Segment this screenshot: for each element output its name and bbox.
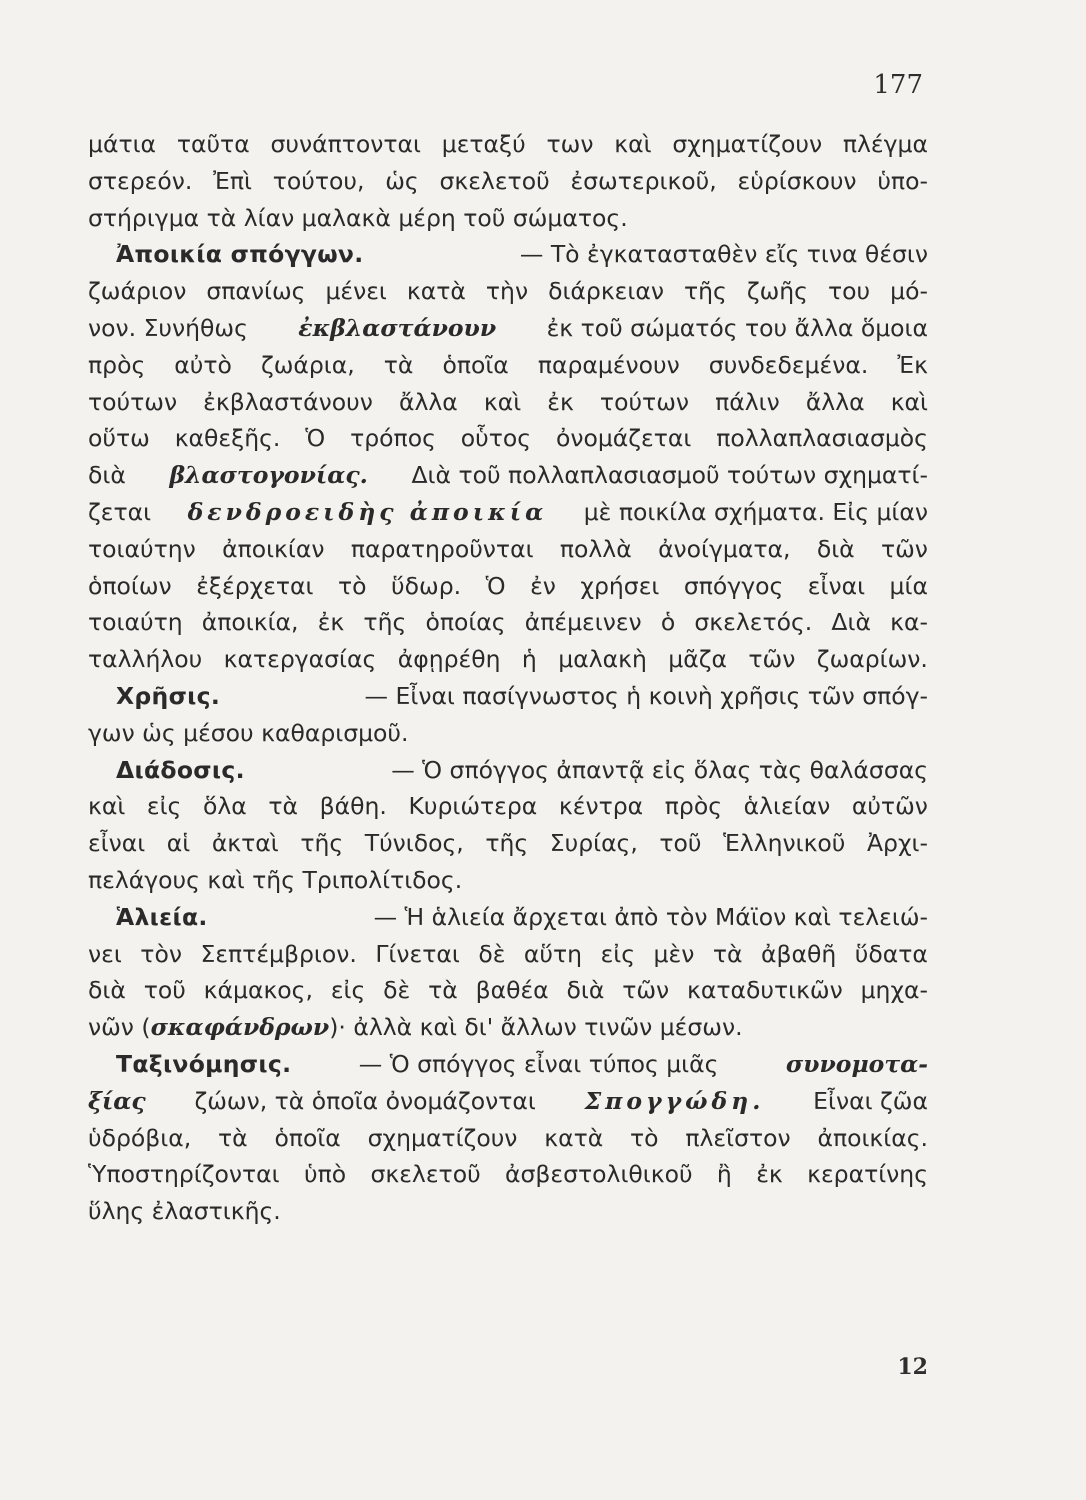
word: ἢ — [716, 1160, 732, 1189]
word: καὶ — [483, 387, 522, 416]
text-segment: πελάγους καὶ τῆς Τριπολίτιδος. — [88, 865, 463, 894]
word: πρὸς — [664, 792, 722, 821]
word: ἀποικία, — [201, 608, 299, 637]
word: καθεξῆς. — [174, 424, 281, 453]
word: τὸ — [338, 571, 367, 600]
text-line — [88, 568, 928, 605]
word: ἐκβλαστάνουν — [203, 387, 373, 416]
word: ἐκ — [317, 608, 345, 637]
text-line — [88, 972, 928, 1009]
section-heading: Διάδοσις. — [116, 755, 245, 784]
emphasized-term: συνομοτα- — [785, 1049, 928, 1078]
word: ἐκ — [547, 387, 574, 416]
word: ζωάριον — [88, 277, 187, 306]
section-heading: Ἁλιεία. — [116, 902, 208, 931]
word: μᾶζα — [668, 645, 727, 674]
word: ὀνομάζεται — [555, 424, 692, 453]
word: ἀνοίγματα, — [658, 534, 791, 563]
word: Γίνεται — [375, 939, 460, 968]
text-line — [88, 163, 928, 200]
word: Ἑλληνικοῦ — [723, 829, 846, 858]
word: ὁποῖα — [274, 1123, 341, 1152]
word: τὸν — [140, 939, 182, 968]
word: δὲ — [383, 976, 411, 1005]
word: μαλακὴ — [558, 645, 647, 674]
text-line — [88, 715, 928, 752]
word: νει — [88, 939, 122, 968]
text-line — [88, 420, 928, 457]
word: τῆς — [485, 829, 529, 858]
word: ὁ — [660, 608, 676, 637]
text-line — [88, 384, 928, 421]
word: ὁποίων — [88, 571, 172, 600]
word: σκελετοῦ — [370, 1160, 481, 1189]
emphasized-term: Σπογγώδη. — [584, 1086, 765, 1115]
word: ἀκταὶ — [211, 829, 279, 858]
word: του — [828, 277, 871, 306]
word: κα- — [890, 608, 928, 637]
section-heading: Χρῆσις. — [116, 681, 221, 710]
section-heading: Ἀποικία σπόγγων. — [116, 240, 364, 269]
word: ὁποῖα — [442, 350, 509, 379]
word: σχηματίζουν — [367, 1123, 518, 1152]
text-segment: νον. Συνήθως — [88, 313, 256, 342]
word: οὗτος — [460, 424, 532, 453]
word: Συρίας, — [549, 829, 638, 858]
word: πλεῖστον — [685, 1123, 791, 1152]
word: πολλαπλασιασμὸς — [716, 424, 928, 453]
word: καὶ — [890, 387, 928, 416]
word: ἐν — [530, 571, 556, 600]
word: ὕδωρ. — [391, 571, 462, 600]
word: ἁλιείαν — [743, 792, 831, 821]
word: αὐτῶν — [851, 792, 928, 821]
word: αὐτὸ — [174, 350, 232, 379]
word: Κυριώτερα — [408, 792, 538, 821]
text-segment: ζεται — [88, 497, 159, 526]
word: εὑρίσκουν — [737, 166, 857, 195]
text-line — [88, 604, 928, 641]
word: Σεπτέμβριον. — [200, 939, 357, 968]
word: τοῦ — [659, 829, 702, 858]
word: σκελετοῦ — [439, 166, 550, 195]
word: Ἐπὶ — [213, 166, 252, 195]
word: Ἀρχι- — [866, 829, 928, 858]
word: ἄλλα — [805, 387, 865, 416]
text-segment: Εἶναι ζῶα — [805, 1086, 928, 1115]
word: πάλιν — [715, 387, 780, 416]
text-line — [88, 126, 928, 163]
word: ἀποικίαν — [222, 534, 325, 563]
text-segment: — Ἡ ἁλιεία ἄρχεται ἀπὸ τὸν Μάϊον καὶ τελειώ- — [366, 902, 928, 931]
text-line — [88, 1046, 928, 1083]
text-segment: — Εἶναι πασίγνωστος ἡ κοινὴ χρῆσις τῶν σπόγ- — [357, 681, 928, 710]
word: μηχα- — [860, 976, 928, 1005]
emphasized-term: ἐκβλαστάνουν — [298, 313, 497, 342]
word: Διὰ — [831, 608, 871, 637]
word: διὰ — [88, 976, 126, 1005]
word: μένει — [325, 277, 387, 306]
word: κάμακος, — [203, 976, 313, 1005]
text-line — [88, 200, 928, 237]
word: ἐξέρχεται — [196, 571, 314, 600]
text-line — [88, 678, 928, 715]
word: τὰ — [218, 1123, 248, 1152]
word: ζωάρια, — [260, 350, 355, 379]
text-line — [88, 936, 928, 973]
text-line — [88, 752, 928, 789]
text-line — [88, 825, 928, 862]
word: κερατίνης — [807, 1160, 928, 1189]
word: ὡς — [385, 166, 419, 195]
word: τὰ — [268, 792, 298, 821]
section-heading: Ταξινόμησις. — [116, 1049, 292, 1078]
word: διάρκειαν — [548, 277, 664, 306]
text-segment: διὰ — [88, 461, 134, 490]
word: σπανίως — [206, 277, 306, 306]
word: Ὁ — [485, 571, 506, 600]
word: ἀπέμεινεν — [524, 608, 642, 637]
text-segment: στήριγμα τὰ λίαν μαλακὰ μέρη τοῦ σώματος. — [88, 203, 628, 232]
word: μάτια — [88, 130, 157, 158]
word: μία — [889, 571, 928, 600]
word: πλέγμα — [842, 130, 928, 158]
word: πολλὰ — [559, 534, 632, 563]
text-line — [88, 788, 928, 825]
word: τοῦ — [143, 976, 186, 1005]
word: τὸ — [630, 1123, 659, 1152]
text-line — [88, 1193, 928, 1230]
sheet-number: 12 — [897, 1354, 928, 1380]
text-segment: γων ὡς μέσου καθαρισμοῦ. — [88, 718, 409, 747]
word: ζωῆς — [746, 277, 808, 306]
emphasized-term: ξίας — [88, 1086, 146, 1115]
word: εἰς — [600, 939, 636, 968]
text-line — [88, 1009, 928, 1046]
text-segment: νῶν ( — [88, 1013, 151, 1042]
word: συνδεδεμένα. — [708, 350, 869, 379]
word: σκελετός. — [694, 608, 813, 637]
text-line — [88, 494, 928, 531]
text-segment: — Τὸ ἐγκατασταθὲν εἴς τινα θέσιν — [512, 240, 928, 269]
text-line — [88, 899, 928, 936]
text-segment: ἐκ τοῦ σώματός του ἄλλα ὅμοια — [539, 313, 928, 342]
word: τὰ — [428, 976, 458, 1005]
word: ἀποικίας. — [817, 1123, 928, 1152]
word: σχηματίζουν — [672, 130, 823, 158]
word: ὕδατα — [854, 939, 928, 968]
word: ἀφῃρέθη — [397, 645, 501, 674]
word: κατὰ — [544, 1123, 604, 1152]
word: κατεργασίας — [223, 645, 377, 674]
word: ἡ — [521, 645, 537, 674]
text-segment: Διὰ τοῦ πολλαπλασιασμοῦ τούτων σχηματί- — [404, 461, 928, 490]
word: ὁποίας — [425, 608, 506, 637]
word: των — [546, 130, 594, 158]
word: τοιαύτη — [88, 608, 183, 637]
word: ζωαρίων. — [816, 645, 928, 674]
word: εἰς — [146, 792, 182, 821]
word: κατὰ — [406, 277, 466, 306]
text-segment: μὲ ποικίλα σχήματα. Εἰς μίαν — [576, 497, 928, 526]
word: καὶ — [88, 792, 126, 821]
word: αἱ — [166, 829, 191, 858]
word: ὑπὸ — [304, 1160, 347, 1189]
word: εἰς — [330, 976, 366, 1005]
word: μό- — [890, 277, 928, 306]
word: ὑδρόβια, — [88, 1123, 192, 1152]
body-text — [88, 126, 928, 1230]
word: καταδυτικῶν — [687, 976, 843, 1005]
word: ὅλα — [202, 792, 247, 821]
word: καὶ — [614, 130, 652, 158]
word: τῆς — [300, 829, 344, 858]
text-line — [88, 531, 928, 568]
text-segment: ζώων, τὰ ὁποῖα ὀνομάζονται — [186, 1086, 544, 1115]
word: Ὑποστηρίζονται — [88, 1160, 280, 1189]
word: Ἐκ — [897, 350, 928, 379]
word: τρόπος — [350, 424, 436, 453]
word: εἶναι — [88, 829, 146, 858]
emphasized-term: δενδροειδὴς ἀποικία — [187, 497, 548, 526]
text-line — [88, 457, 928, 494]
word: τούτων — [88, 387, 178, 416]
word: συνάπτονται — [270, 130, 421, 158]
text-line — [88, 236, 928, 273]
word: ἐκ — [756, 1160, 783, 1189]
text-line — [88, 1120, 928, 1157]
word: σπόγγος — [683, 571, 784, 600]
word: χρήσει — [580, 571, 660, 600]
word: πρὸς — [88, 350, 146, 379]
text-line — [88, 1156, 928, 1193]
word: διὰ — [816, 534, 855, 563]
word: ἀσβεστολιθικοῦ — [505, 1160, 693, 1189]
text-line — [88, 1083, 928, 1120]
page-number: 177 — [873, 70, 923, 100]
text-line — [88, 347, 928, 384]
word: βάθη. — [319, 792, 387, 821]
word: αὕτη — [523, 939, 583, 968]
word: τούτων — [599, 387, 689, 416]
word: τούτου, — [272, 166, 365, 195]
text-line — [88, 862, 928, 899]
word: παραμένουν — [537, 350, 680, 379]
emphasized-term: σκαφάνδρων — [150, 1013, 330, 1042]
text-segment: ὕλης ἐλαστικῆς. — [88, 1197, 281, 1226]
word: μὲν — [653, 939, 695, 968]
text-segment: — Ὁ σπόγγος εἶναι τύπος μιᾶς — [351, 1049, 726, 1078]
word: τῆς — [683, 277, 727, 306]
word: τὰ — [383, 350, 414, 379]
word: βαθέα — [475, 976, 549, 1005]
word: ὑπο- — [877, 166, 928, 195]
text-segment: — Ὁ σπόγγος ἀπαντᾷ εἰς ὅλας τὰς θαλάσσας — [383, 755, 928, 784]
word: παρατηροῦνται — [350, 534, 534, 563]
word: στερεόν. — [88, 166, 193, 195]
word: διὰ — [566, 976, 605, 1005]
word: ἀβαθῆ — [761, 939, 837, 968]
text-line — [88, 641, 928, 678]
text-segment: )· ἀλλὰ καὶ δι' ἄλλων τινῶν μέσων. — [329, 1013, 743, 1042]
word: μεταξύ — [441, 130, 526, 158]
word: τῆς — [363, 608, 407, 637]
word: τῶν — [748, 645, 796, 674]
word: ταῦτα — [176, 130, 250, 158]
word: κέντρα — [558, 792, 644, 821]
word: τῶν — [622, 976, 670, 1005]
text-line — [88, 310, 928, 347]
word: τοιαύτην — [88, 534, 196, 563]
word: ἐσωτερικοῦ, — [570, 166, 717, 195]
word: ταλλήλου — [88, 645, 203, 674]
word: τὴν — [485, 277, 529, 306]
text-line — [88, 273, 928, 310]
word: Ὁ — [305, 424, 326, 453]
word: δὲ — [478, 939, 506, 968]
emphasized-term: βλαστογονίας. — [169, 461, 368, 490]
word: ἄλλα — [398, 387, 458, 416]
word: οὕτω — [88, 424, 150, 453]
word: εἶναι — [807, 571, 866, 600]
word: τῶν — [880, 534, 928, 563]
word: τὰ — [712, 939, 743, 968]
word: Τύνιδος, — [364, 829, 464, 858]
